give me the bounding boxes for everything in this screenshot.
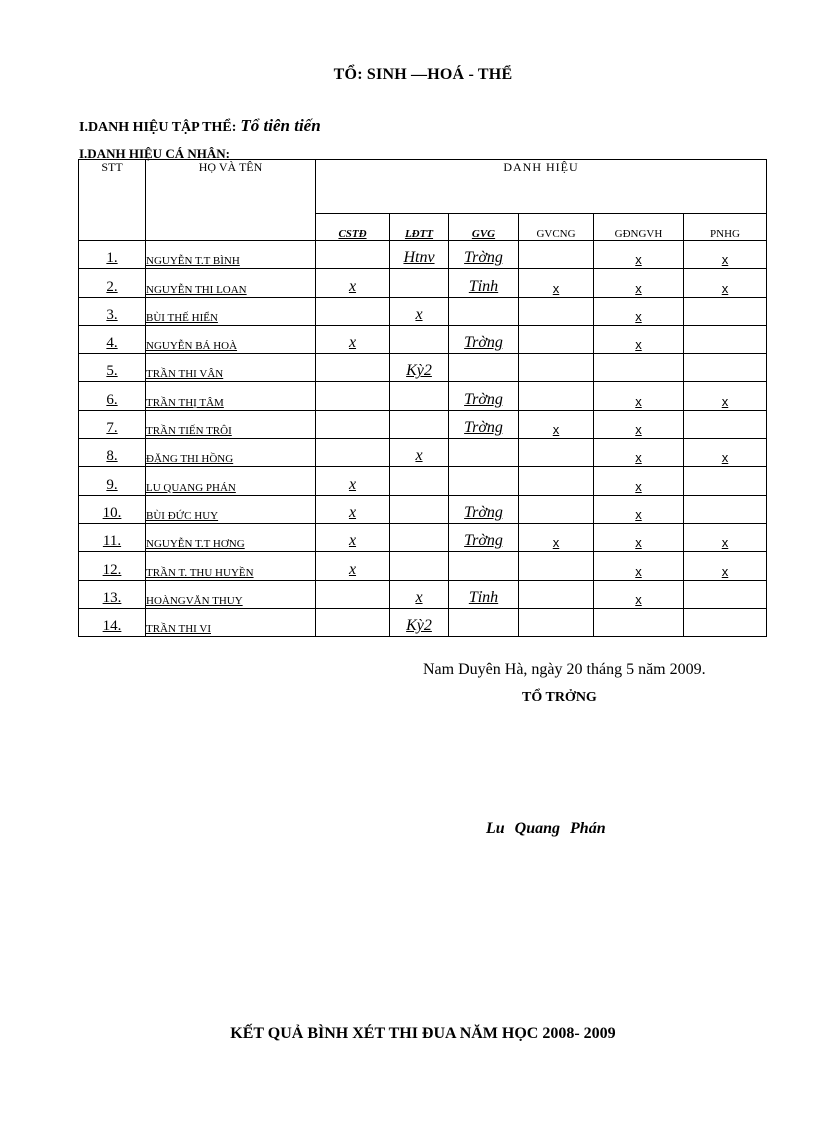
table-row: [79, 382, 767, 410]
cell-pnhg: [684, 410, 767, 438]
table-row: [79, 580, 767, 608]
header-cstd: CSTĐ: [316, 214, 390, 241]
row-name: NGUYỄN T.T BÌNH: [146, 241, 316, 269]
cell-gvcng: [519, 580, 594, 608]
row-stt: 9.: [79, 467, 146, 495]
table-row: [79, 325, 767, 353]
cell-gdngvh: [594, 608, 684, 636]
cell-gvg: [449, 439, 519, 467]
cell-gdngvh: x: [594, 523, 684, 551]
table-row: [79, 439, 767, 467]
row-stt: 6.: [79, 382, 146, 410]
row-name: ĐẶNG THI HỒNG: [146, 439, 316, 467]
cell-gvcng: [519, 241, 594, 269]
cell-gvg: [449, 608, 519, 636]
name-header: HỌ VÀ TÊN: [146, 160, 316, 241]
table-row: [79, 523, 767, 551]
row-stt: 4.: [79, 325, 146, 353]
cell-ldtt: x: [390, 297, 449, 325]
table-row: [79, 467, 767, 495]
head-role: TỔ TRỞNG: [522, 690, 597, 705]
cell-cstd: x: [316, 467, 390, 495]
place-date: Nam Duyên Hà, ngày 20 tháng 5 năm 2009.: [423, 661, 706, 678]
award-table: [78, 159, 767, 637]
cell-gvg: Trờng: [449, 523, 519, 551]
cell-gvcng: x: [519, 410, 594, 438]
collective-award-value: Tổ tiên tiến: [240, 116, 321, 135]
cell-gvg: Tỉnh: [449, 580, 519, 608]
collective-award-label: I.DANH HIỆU TẬP THỂ:: [79, 120, 237, 135]
cell-gvcng: [519, 495, 594, 523]
cell-gdngvh: x: [594, 552, 684, 580]
row-stt: 12.: [79, 552, 146, 580]
award-table-body: [79, 241, 767, 637]
cell-pnhg: x: [684, 382, 767, 410]
cell-pnhg: x: [684, 439, 767, 467]
cell-ldtt: [390, 269, 449, 297]
cell-ldtt: x: [390, 439, 449, 467]
cell-pnhg: [684, 467, 767, 495]
row-stt: 1.: [79, 241, 146, 269]
cell-gvcng: [519, 608, 594, 636]
row-stt: 10.: [79, 495, 146, 523]
table-row: [79, 608, 767, 636]
row-stt: 5.: [79, 354, 146, 382]
row-stt: 8.: [79, 439, 146, 467]
cell-gdngvh: x: [594, 269, 684, 297]
row-stt: 3.: [79, 297, 146, 325]
cell-cstd: x: [316, 495, 390, 523]
stt-header: STT: [79, 160, 146, 241]
row-stt: 7.: [79, 410, 146, 438]
header-pnhg: PNHG: [684, 214, 767, 241]
table-row: [79, 269, 767, 297]
cell-gvg: [449, 467, 519, 495]
cell-cstd: [316, 382, 390, 410]
row-name: TRẦN THI VI: [146, 608, 316, 636]
cell-pnhg: x: [684, 523, 767, 551]
table-row: [79, 552, 767, 580]
row-name: TRẦN THỊ TÂM: [146, 382, 316, 410]
cell-ldtt: [390, 467, 449, 495]
collective-award: [79, 116, 321, 136]
cell-gvg: [449, 297, 519, 325]
cell-pnhg: [684, 297, 767, 325]
header-gvcng: GVCNG: [519, 214, 594, 241]
cell-gvg: Trờng: [449, 325, 519, 353]
row-name: NGUYỄN THI LOAN: [146, 269, 316, 297]
cell-gdngvh: x: [594, 580, 684, 608]
cell-cstd: x: [316, 552, 390, 580]
individual-award-label: I.DANH HIỆU CÁ NHÂN:: [79, 146, 230, 161]
cell-cstd: [316, 439, 390, 467]
cell-ldtt: Kỳ2: [390, 608, 449, 636]
cell-gdngvh: x: [594, 439, 684, 467]
cell-ldtt: [390, 495, 449, 523]
cell-ldtt: Htnv: [390, 241, 449, 269]
cell-gvcng: x: [519, 269, 594, 297]
cell-cstd: [316, 297, 390, 325]
cell-pnhg: [684, 580, 767, 608]
cell-gvcng: [519, 467, 594, 495]
cell-cstd: [316, 354, 390, 382]
row-name: TRẦN TIẾN TRÔI: [146, 410, 316, 438]
header-ldtt: LĐTT: [390, 214, 449, 241]
cell-gvcng: x: [519, 523, 594, 551]
row-name: HOÀNGVĂN THUY: [146, 580, 316, 608]
cell-gvg: [449, 354, 519, 382]
cell-cstd: x: [316, 325, 390, 353]
result-title: KẾT QUẢ BÌNH XÉT THI ĐUA NĂM HỌC 2008- 2009: [230, 1025, 616, 1042]
row-name: BÙI ĐỨC HUY: [146, 495, 316, 523]
row-name: BÙI THẾ HIỂN: [146, 297, 316, 325]
cell-ldtt: [390, 523, 449, 551]
cell-gvg: Trờng: [449, 410, 519, 438]
cell-gvg: [449, 552, 519, 580]
cell-gdngvh: x: [594, 495, 684, 523]
award-group-header: DANH HIỆU: [316, 160, 767, 214]
table-row: [79, 354, 767, 382]
header-gvg: GVG: [449, 214, 519, 241]
cell-cstd: [316, 580, 390, 608]
cell-cstd: [316, 608, 390, 636]
cell-gvcng: [519, 325, 594, 353]
cell-gdngvh: x: [594, 325, 684, 353]
table-row: [79, 495, 767, 523]
cell-ldtt: x: [390, 580, 449, 608]
cell-cstd: [316, 410, 390, 438]
cell-pnhg: [684, 354, 767, 382]
cell-gvg: Tỉnh: [449, 269, 519, 297]
row-stt: 11.: [79, 523, 146, 551]
cell-gvcng: [519, 382, 594, 410]
cell-pnhg: [684, 608, 767, 636]
cell-gvg: Trờng: [449, 382, 519, 410]
cell-ldtt: [390, 325, 449, 353]
signer-name: Lu Quang Phán: [486, 820, 606, 837]
cell-pnhg: x: [684, 552, 767, 580]
cell-gvcng: [519, 439, 594, 467]
cell-gvcng: [519, 354, 594, 382]
cell-gdngvh: x: [594, 241, 684, 269]
table-row: [79, 241, 767, 269]
row-name: TRẦN T. THU HUYỀN: [146, 552, 316, 580]
table-row: [79, 410, 767, 438]
row-stt: 2.: [79, 269, 146, 297]
department-title: TỔ: SINH —HOÁ - THỂ: [333, 66, 513, 83]
cell-pnhg: x: [684, 269, 767, 297]
cell-ldtt: [390, 552, 449, 580]
header-gdngvh: GĐNGVH: [594, 214, 684, 241]
cell-gdngvh: x: [594, 467, 684, 495]
cell-gdngvh: [594, 354, 684, 382]
cell-pnhg: [684, 495, 767, 523]
cell-gdngvh: x: [594, 297, 684, 325]
cell-ldtt: [390, 410, 449, 438]
cell-pnhg: x: [684, 241, 767, 269]
row-stt: 14.: [79, 608, 146, 636]
cell-ldtt: Kỳ2: [390, 354, 449, 382]
cell-cstd: x: [316, 523, 390, 551]
row-name: NGUYỄN BÁ HOÀ: [146, 325, 316, 353]
row-name: NGUYỄN T.T HƠNG: [146, 523, 316, 551]
cell-pnhg: [684, 325, 767, 353]
cell-gdngvh: x: [594, 410, 684, 438]
row-name: TRẦN THI VÂN: [146, 354, 316, 382]
cell-gvg: Trờng: [449, 241, 519, 269]
cell-gvg: Trờng: [449, 495, 519, 523]
cell-gvcng: [519, 297, 594, 325]
cell-gvcng: [519, 552, 594, 580]
table-row: [79, 297, 767, 325]
cell-cstd: [316, 241, 390, 269]
row-stt: 13.: [79, 580, 146, 608]
cell-cstd: x: [316, 269, 390, 297]
row-name: LU QUANG PHÁN: [146, 467, 316, 495]
cell-ldtt: [390, 382, 449, 410]
cell-gdngvh: x: [594, 382, 684, 410]
